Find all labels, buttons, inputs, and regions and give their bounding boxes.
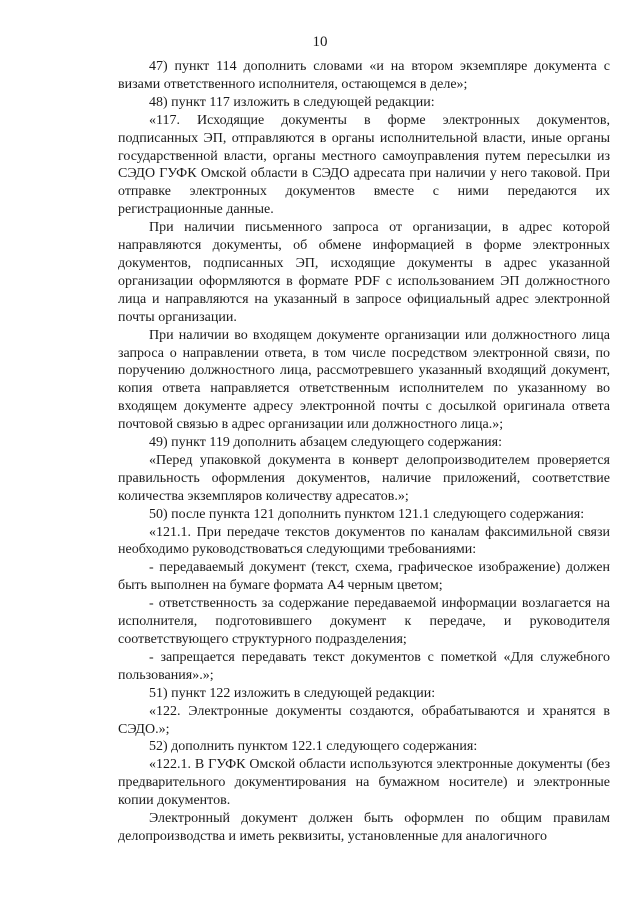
paragraph-122-1: «122.1. В ГУФК Омской области используются электронные документы (без предварительного документирования на бумажном носителе) и электронные копии документов. — [118, 757, 610, 809]
paragraph-48: 48) пункт 117 изложить в следующей редакции: — [149, 94, 435, 110]
paragraph-117: «117. Исходящие документы в форме электронных документов, подписанных ЭП, отправляются в органы исполнительной власти, иные органы государственной власти, органы местного самоуправления путем пересылки из СЭДО ГУФК Омской области в СЭДО адресата при наличии у него таковой. При отправке электронных документов вместе с ними передаются их регистрационные данные. — [118, 112, 610, 218]
document-body — [118, 58, 610, 846]
page-number: 10 — [312, 34, 328, 50]
paragraph-50: 50) после пункта 121 дополнить пунктом 121.1 следующего содержания: — [149, 506, 585, 522]
paragraph-49: 49) пункт 119 дополнить абзацем следующего содержания: — [149, 435, 502, 451]
paragraph-121-1: «121.1. При передаче текстов документов по каналам факсимильной связи необходимо руководствоваться следующими требованиями: — [118, 524, 610, 558]
paragraph-117-reply: При наличии во входящем документе организации или должностного лица запроса о направлении ответа, в том числе посредством электронной связи, по поручению должностного лица, рассмотревшего указанный входящий документ, копия ответа направляется ответственным исполнителем по указанному во входящем документе адресу электронной почты с досылкой оригинала ответа почтовой связью в адрес организации или должностного лица.»; — [118, 327, 610, 433]
list-item-prohibition: - запрещается передавать текст документов с пометкой «Для служебного пользования».»; — [118, 649, 610, 683]
paragraph-119-text: «Перед упаковкой документа в конверт делопроизводителем проверяется правильность оформления документов, наличие приложений, соответствие количества экземпляров количеству адресатов.»; — [118, 452, 610, 504]
list-item-format: - передаваемый документ (текст, схема, графическое изображение) должен быть выполнен на бумаге формата А4 черным цветом; — [118, 560, 610, 594]
list-item-responsibility: - ответственность за содержание передаваемой информации возлагается на исполнителя, подготовившего документ к передаче, и руководителя соответствующего структурного подразделения; — [118, 596, 610, 647]
paragraph-122-1-cont: Электронный документ должен быть оформлен по общим правилам делопроизводства и иметь реквизиты, установленные для аналогичного — [118, 811, 610, 844]
paragraph-52: 52) дополнить пунктом 122.1 следующего содержания: — [149, 739, 478, 755]
paragraph-117-pdf: При наличии письменного запроса от организации, в адрес которой направляются документы, об обмене информацией в форме электронных документов, подписанных ЭП, исходящие документы в адрес указанной организации оформляются в формате PDF с использованием ЭП должностного лица и направляются на указанный в запросе официальный адрес электронной почты организации. — [118, 220, 610, 325]
paragraph-47: 47) пункт 114 дополнить словами «и на втором экземпляре документа с визами ответственного исполнителя, остающемся в деле»; — [118, 59, 610, 92]
paragraph-122: «122. Электронные документы создаются, обрабатываются и хранятся в СЭДО.»; — [118, 703, 610, 737]
paragraph-51: 51) пункт 122 изложить в следующей редакции: — [149, 685, 436, 701]
